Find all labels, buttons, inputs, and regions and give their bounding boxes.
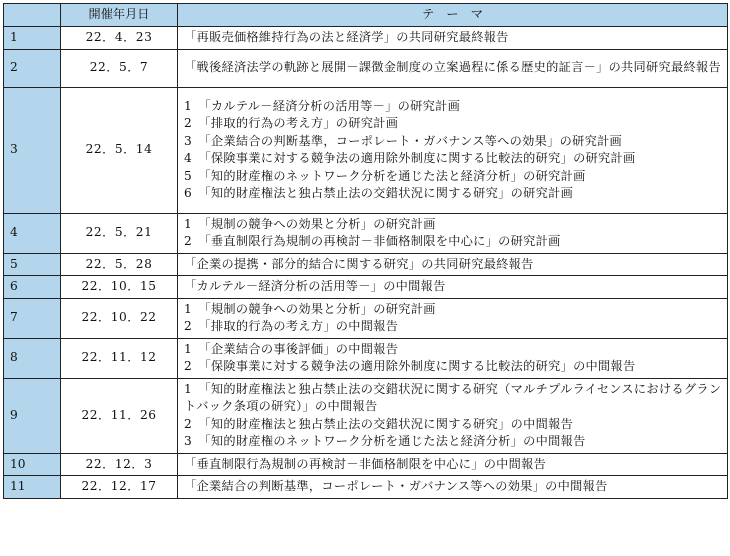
table-row — [4, 378, 728, 453]
row-date: 22．5．14 — [61, 87, 178, 213]
row-theme — [178, 338, 728, 378]
row-theme — [178, 378, 728, 453]
theme-item: 「垂直制限行為規制の再検討－非価格制限を中心に」の中間報告 — [184, 456, 547, 471]
row-theme — [178, 27, 728, 50]
table-row — [4, 49, 728, 87]
row-number: 5 — [4, 253, 61, 276]
row-theme — [178, 253, 728, 276]
header-date: 開催年月日 — [61, 4, 178, 27]
table-row — [4, 338, 728, 378]
row-date: 22．11．12 — [61, 338, 178, 378]
theme-item: 「カルテル－経済分析の活用等－」の中間報告 — [184, 279, 446, 293]
table-row — [4, 476, 728, 499]
row-number: 7 — [4, 298, 61, 338]
table-row — [4, 27, 728, 50]
seminar-table — [3, 3, 728, 499]
row-number: 1 — [4, 27, 61, 50]
table-row — [4, 213, 728, 253]
theme-item: 2 「排取的行為の考え方」の研究計画 — [184, 116, 399, 130]
theme-item: 「戦後経済法学の軌跡と展開－課徴金制度の立案過程に係る歴史的証言－」の共同研究最終報告 — [184, 60, 721, 75]
row-theme — [178, 453, 728, 476]
table-row — [4, 276, 728, 299]
theme-item: 6 「知的財産権法と独占禁止法の交錯状況に関する研究」の研究計画 — [184, 186, 574, 200]
row-date: 22．4．23 — [61, 27, 178, 50]
theme-item: 2 「保険事業に対する競争法の適用除外制度に関する比較法的研究」の中間報告 — [184, 359, 636, 373]
header-theme: テ ー マ — [178, 4, 728, 27]
table-header-row — [4, 4, 728, 27]
row-number: 3 — [4, 87, 61, 213]
row-date: 22．12．17 — [61, 476, 178, 499]
table-row — [4, 253, 728, 276]
row-number: 10 — [4, 453, 61, 476]
row-theme — [178, 87, 728, 213]
header-number — [4, 4, 61, 27]
theme-item: 2 「垂直制限行為規制の再検討－非価格制限を中心に」の研究計画 — [184, 234, 561, 248]
row-theme — [178, 213, 728, 253]
theme-item: 5 「知的財産権のネットワーク分析を通じた法と経済分析」の研究計画 — [184, 168, 586, 183]
row-number: 6 — [4, 276, 61, 299]
row-date: 22．5．28 — [61, 253, 178, 276]
theme-item: 「再販売価格維持行為の法と経済学」の共同研究最終報告 — [184, 30, 509, 44]
row-number: 2 — [4, 49, 61, 87]
table-body — [4, 27, 728, 499]
row-number: 4 — [4, 213, 61, 253]
table-row — [4, 453, 728, 476]
table-row — [4, 298, 728, 338]
row-date: 22．5．21 — [61, 213, 178, 253]
row-theme — [178, 49, 728, 87]
theme-item: 2 「排取的行為の考え方」の中間報告 — [184, 319, 399, 333]
row-theme — [178, 476, 728, 499]
row-theme — [178, 276, 728, 299]
row-date: 22．5．7 — [61, 49, 178, 87]
theme-item: 4 「保険事業に対する競争法の適用除外制度に関する比較法的研究」の研究計画 — [184, 151, 636, 165]
theme-item: 1 「カルテル－経済分析の活用等－」の研究計画 — [184, 98, 461, 113]
theme-item: 「企業結合の判断基準，コーポレート・ガバナンス等への効果」の中間報告 — [184, 479, 608, 493]
theme-item: 1 「規制の競争への効果と分析」の研究計画 — [184, 216, 436, 231]
theme-item: 1 「企業結合の事後評価」の中間報告 — [184, 341, 399, 356]
row-date: 22．11．26 — [61, 378, 178, 453]
theme-item: 1 「規制の競争への効果と分析」の研究計画 — [184, 301, 436, 316]
row-theme — [178, 298, 728, 338]
row-date: 22．10．22 — [61, 298, 178, 338]
theme-item: 2 「知的財産権法と独占禁止法の交錯状況に関する研究」の中間報告 — [184, 416, 574, 431]
row-date: 22．12．3 — [61, 453, 178, 476]
row-date: 22．10．15 — [61, 276, 178, 299]
row-number: 9 — [4, 378, 61, 453]
row-number: 8 — [4, 338, 61, 378]
row-number: 11 — [4, 476, 61, 499]
theme-item: 「企業の提携・部分的結合に関する研究」の共同研究最終報告 — [184, 256, 534, 271]
theme-item: 3 「知的財産権のネットワーク分析を通じた法と経済分析」の中間報告 — [184, 434, 586, 448]
theme-item: 1 「知的財産権法と独占禁止法の交錯状況に関する研究（マルチプルライセンスにおけるグラントバック条項の研究）」の中間報告 — [184, 381, 722, 413]
theme-item: 3 「企業結合の判断基準，コーポレート・ガバナンス等への効果」の研究計画 — [184, 133, 623, 148]
table-row — [4, 87, 728, 213]
